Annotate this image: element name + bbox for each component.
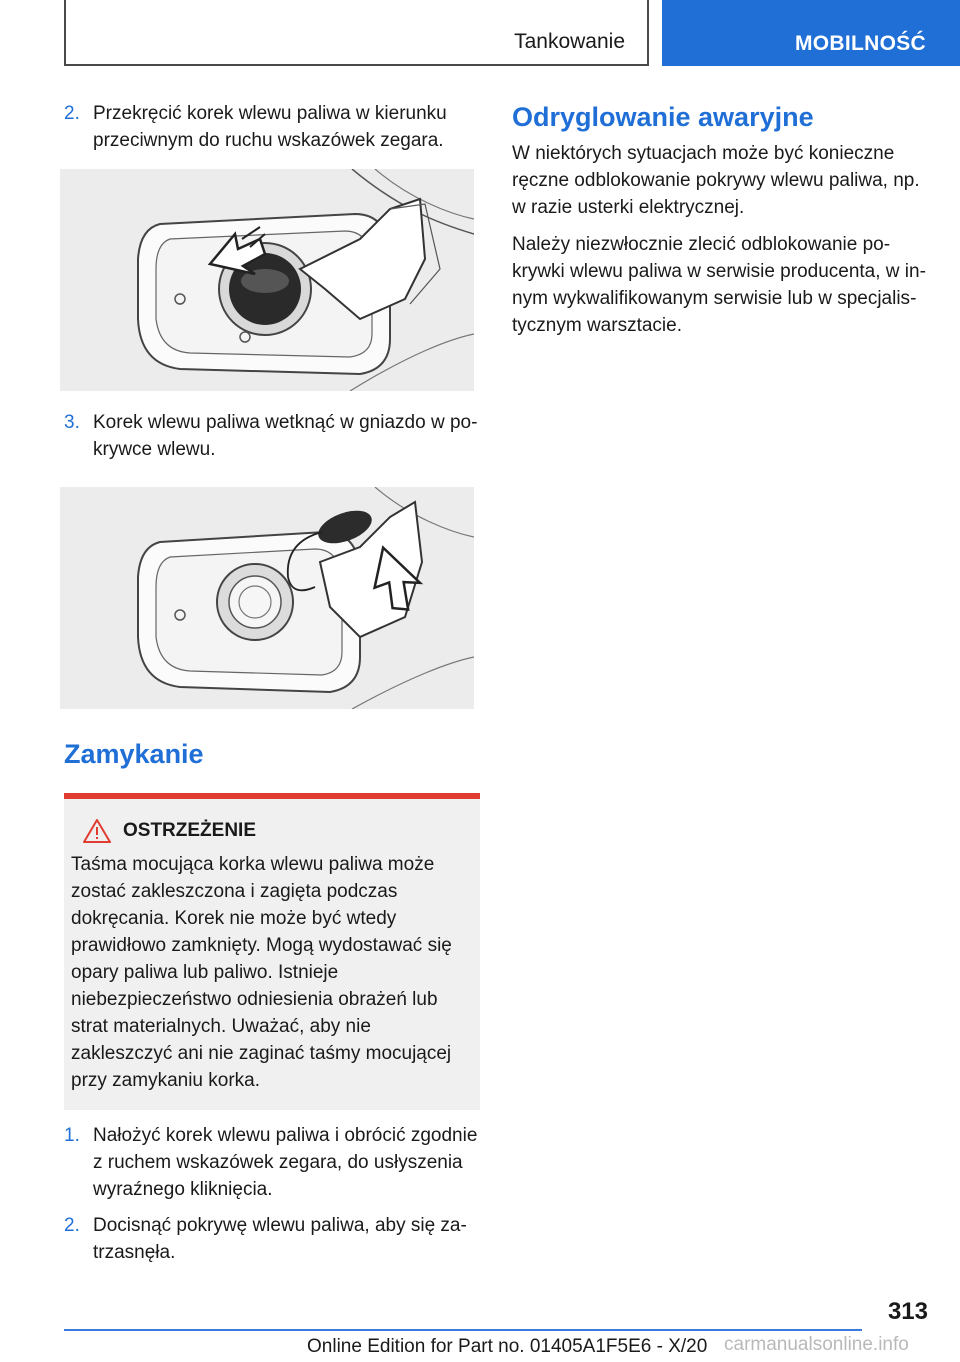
- warning-title: OSTRZEŻENIE: [123, 820, 257, 841]
- warning-text: Taśma mocująca korka wlewu paliwa może zostać zakleszczona i zagięta podczas dokręcania. Korek nie może być wtedy prawidłowo zamknięty. Mogą wydostawać się opary paliwa lub paliwo. Istnieje niebezpieczeństwo odniesienia obrażeń lub strat materialnych. Uważać, aby nie zakleszczyć ani nie zaginać taśmy mocującej przy zamykaniu korka.: [71, 854, 452, 1091]
- footer-rule: [64, 1329, 862, 1331]
- footer-edition: Online Edition for Part no. 01405A1F5E6 - X/20: [307, 1336, 708, 1357]
- step-number: 3.: [64, 412, 80, 433]
- warning-box: [64, 793, 480, 1110]
- fuel-cap-turn-drawing: [60, 169, 474, 391]
- step-number: 1.: [64, 1125, 80, 1146]
- paragraph-situations: W niektórych sytuacjach może być konieczne ręczne odblokowanie pokrywy wlewu paliwa, np. w razie usterki elektrycznej.: [512, 143, 920, 218]
- fuel-cap-turn-illustration: [60, 169, 474, 391]
- page-number: 313: [887, 1298, 928, 1325]
- closing-step-1: [64, 1122, 480, 1203]
- step-number: 2.: [64, 1215, 80, 1236]
- header-section-box: [64, 0, 649, 66]
- step-text: Przekręcić korek wlewu paliwa w kierunku przeciwnym do ruchu wskazówek zegara.: [93, 103, 447, 151]
- fuel-cap-stow-drawing: [60, 487, 474, 709]
- section-heading-closing: Zamykanie: [64, 739, 204, 769]
- warning-triangle-icon: [83, 819, 111, 843]
- header-chapter-title: MOBILNOŚĆ: [794, 32, 926, 55]
- step-text: Docisnąć pokrywę wlewu paliwa, aby się zatrzasnęła.: [93, 1215, 467, 1263]
- step-3: [64, 409, 480, 463]
- paragraph-service: Należy niezwłocznie zlecić odblokowanie pokrywki wlewu paliwa w serwisie producenta, w innym wykwalifikowanym serwisie lub w specjalistycznym warsztacie.: [512, 234, 926, 336]
- step-number: 2.: [64, 103, 80, 124]
- warning-header: [83, 819, 473, 843]
- left-column: [64, 100, 480, 1266]
- right-column: [512, 100, 932, 339]
- footer-watermark: carmanualsonline.info: [724, 1334, 909, 1355]
- fuel-cap-stow-illustration: [60, 487, 474, 709]
- step-text: Nałożyć korek wlewu paliwa i obrócić zgodnie z ruchem wskazówek zegara, do usłyszenia wyraźnego kliknięcia.: [93, 1125, 478, 1200]
- section-heading-emergency-unlock: Odryglowanie awaryjne: [512, 102, 814, 132]
- step-2: [64, 100, 480, 154]
- step-text: Korek wlewu paliwa wetknąć w gniazdo w pokrywce wlewu.: [93, 412, 478, 460]
- header-section-title: Tankowanie: [514, 30, 625, 53]
- header-chapter-tab: [662, 0, 960, 66]
- closing-step-2: [64, 1212, 480, 1266]
